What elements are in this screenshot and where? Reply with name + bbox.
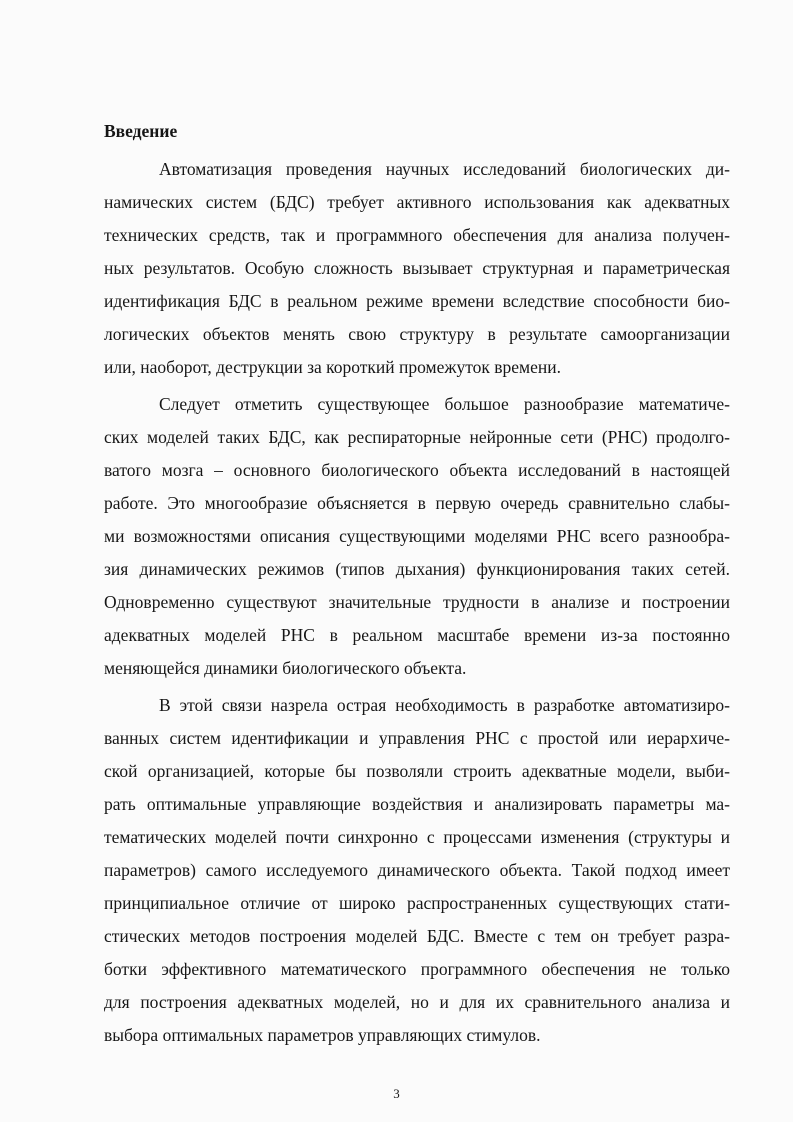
text-line: параметров) самого исследуемого динамического объекта. Такой подход имеет <box>104 860 730 880</box>
text-line: ботки эффективного математического программного обеспечения не только <box>104 959 730 979</box>
text-line: стических методов построения моделей БДС. Вместе с тем он требует разра- <box>104 926 730 946</box>
text-line: меняющейся динамики биологического объекта. <box>104 658 467 678</box>
page-number: 3 <box>393 1086 400 1101</box>
paragraph <box>104 689 730 1052</box>
text-line: В этой связи назрела острая необходимость в разработке автоматизиро- <box>159 695 730 715</box>
text-line: тематических моделей почти синхронно с процессами изменения (структуры и <box>104 827 730 847</box>
text-line: адекватных моделей РНС в реальном масштабе времени из-за постоянно <box>104 625 730 645</box>
text-line: идентификация БДС в реальном режиме времени вследствие способности био- <box>104 291 730 311</box>
text-line: ских моделей таких БДС, как респираторные нейронные сети (РНС) продолго- <box>104 427 730 447</box>
paragraph <box>104 388 730 685</box>
text-line: работе. Это многообразие объясняется в первую очередь сравнительно слабы- <box>104 493 730 513</box>
body-text <box>104 153 730 1056</box>
text-line: Следует отметить существующее большое разнообразие математиче- <box>159 394 730 414</box>
text-line: намических систем (БДС) требует активного использования как адекватных <box>104 192 730 212</box>
text-line: ватого мозга – основного биологического объекта исследований в настоящей <box>104 460 730 480</box>
text-line: или, наоборот, деструкции за короткий промежуток времени. <box>104 357 562 377</box>
paragraph <box>104 153 730 384</box>
text-line: рать оптимальные управляющие воздействия и анализировать параметры ма- <box>104 794 730 814</box>
text-line: выбора оптимальных параметров управляющих стимулов. <box>104 1025 541 1045</box>
text-line: для построения адекватных моделей, но и для их сравнительного анализа и <box>104 992 730 1012</box>
text-line: зия динамических режимов (типов дыхания) функционирования таких сетей. <box>104 559 730 579</box>
text-line: ской организацией, которые бы позволяли строить адекватные модели, выби- <box>104 761 730 781</box>
text-line: Автоматизация проведения научных исследований биологических ди- <box>159 159 730 179</box>
text-line: логических объектов менять свою структуру в результате самоорганизации <box>104 324 730 344</box>
text-line: технических средств, так и программного обеспечения для анализа получен- <box>104 225 730 245</box>
text-line: ных результатов. Особую сложность вызывает структурная и параметрическая <box>104 258 730 278</box>
text-line: принципиальное отличие от широко распространенных существующих стати- <box>104 893 730 913</box>
text-line: ми возможностями описания существующими моделями РНС всего разнообра- <box>104 526 730 546</box>
text-line: Одновременно существуют значительные трудности в анализе и построении <box>104 592 730 612</box>
section-heading: Введение <box>104 121 178 141</box>
text-line: ванных систем идентификации и управления РНС с простой или иерархиче- <box>104 728 730 748</box>
